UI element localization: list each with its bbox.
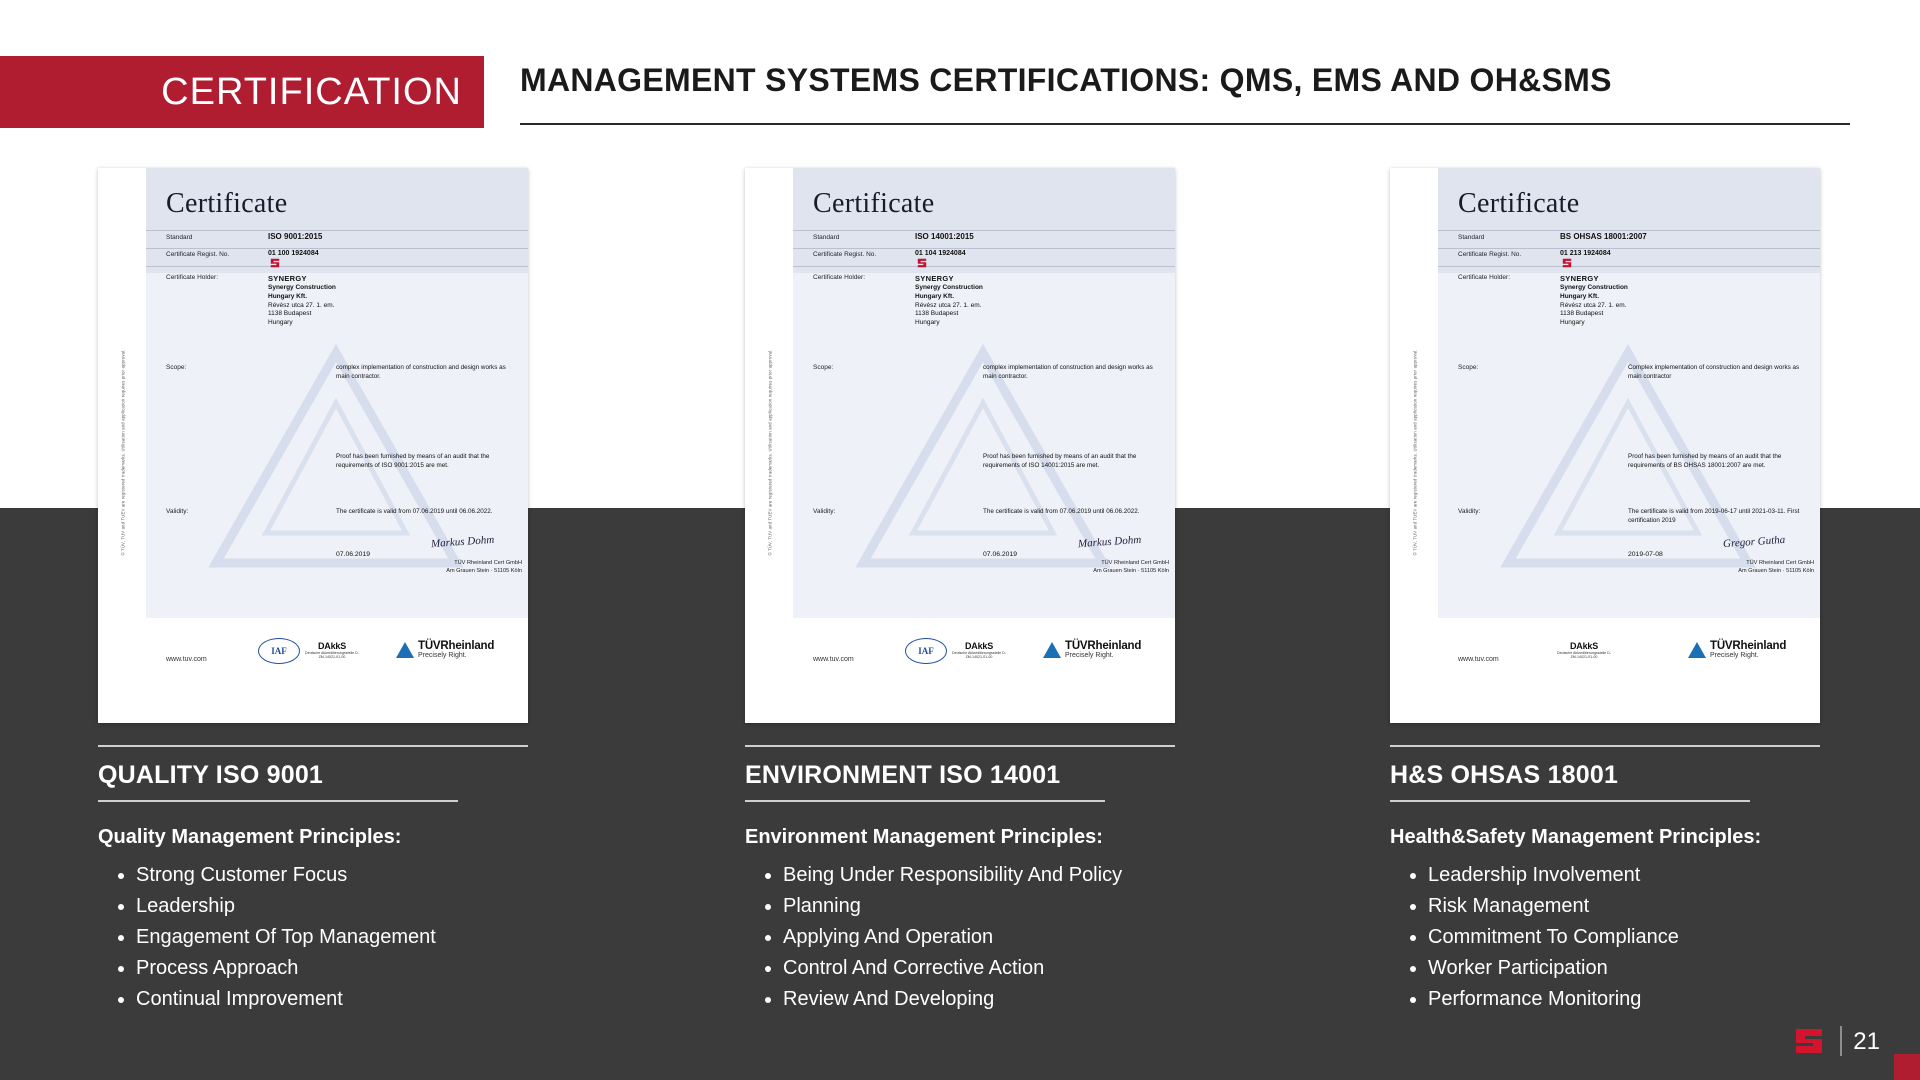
- holder-line: Hungary: [915, 319, 940, 327]
- issuer-line: TÜV Rheinland Cert GmbH: [1746, 560, 1814, 566]
- list-item: • Leadership Involvement: [1428, 861, 1820, 890]
- list-item: • Continual Improvement: [136, 985, 528, 1014]
- holder-line: Synergy Construction: [915, 284, 983, 292]
- holder-line: 1138 Budapest: [915, 310, 959, 318]
- validity-label: Validity:: [813, 508, 836, 515]
- holder-line: Hungary Kft.: [268, 292, 307, 300]
- dakks-sub: Deutsche Akkreditierungsstelle D-ZM-14021-01-00: [305, 651, 359, 660]
- list-item: • Commitment To Compliance: [1428, 923, 1820, 952]
- holder-label: Certificate Holder:: [166, 274, 219, 281]
- regist-label: Certificate Regist. No.: [813, 251, 877, 258]
- certification-column-environment: [745, 168, 1175, 1016]
- column-heading: ENVIRONMENT ISO 14001: [745, 761, 1061, 789]
- principles-title: Health&Safety Management Principles:: [1390, 826, 1762, 848]
- tuv-url: www.tuv.com: [166, 656, 207, 663]
- holder-label: Certificate Holder:: [1458, 274, 1511, 281]
- validity-label: Validity:: [1458, 508, 1481, 515]
- synergy-logo-icon: [1792, 1026, 1826, 1056]
- scope-label: Scope:: [1458, 364, 1479, 371]
- proof-text: Proof has been furnished by means of an audit that the requirements of ISO 14001:2015 are met.: [983, 453, 1137, 469]
- certificate-holder-block: [1560, 274, 1628, 328]
- holder-line: Hungary: [1560, 319, 1585, 327]
- certificate-side-strip: [1390, 168, 1438, 723]
- issue-date: 07.06.2019: [983, 551, 1018, 558]
- regist-label: Certificate Regist. No.: [1458, 251, 1522, 258]
- tuvrheinland-logo-icon: [1688, 640, 1786, 659]
- certificate-title: Certificate: [813, 188, 935, 219]
- iaf-seal-icon: IAF: [258, 638, 300, 664]
- scope-text: complex implementation of construction and design works as main contractor.: [336, 364, 506, 380]
- list-item: • Planning: [783, 892, 1175, 921]
- list-item: • Control And Corrective Action: [783, 954, 1175, 983]
- certificate-image-iso9001: [98, 168, 528, 723]
- header-divider: [520, 123, 1850, 125]
- certificate-side-strip: [745, 168, 793, 723]
- issue-date: 2019-07-08: [1628, 551, 1663, 558]
- standard-value: ISO 14001:2015: [915, 232, 974, 241]
- divider: [745, 745, 1175, 747]
- scope-text: complex implementation of construction and design works as main contractor.: [983, 364, 1153, 380]
- scope-text: Complex implementation of construction and design works as main contractor: [1628, 364, 1800, 380]
- issuer-line: Am Grauen Stein · 51105 Köln: [1093, 567, 1169, 574]
- list-item: • Strong Customer Focus: [136, 861, 528, 890]
- section-tag-label: CERTIFICATION: [161, 70, 462, 113]
- standard-value: ISO 9001:2015: [268, 232, 323, 241]
- certificate-side-text: © TÜV, TUV and TUEV are registered trademarks. Utilisation and application requires prior approval.: [1412, 349, 1418, 556]
- dakks-seal-icon: [1556, 638, 1612, 672]
- list-item: • Review And Developing: [783, 985, 1175, 1014]
- dakks-label: DAkkS: [964, 641, 993, 651]
- principles-title: Environment Management Principles:: [745, 826, 1103, 848]
- tuv-url: www.tuv.com: [813, 656, 854, 663]
- holder-brand: SYNERGY: [915, 274, 954, 283]
- issuer-address: [434, 560, 522, 575]
- proof-text: Proof has been furnished by means of an audit that the requirements of ISO 9001:2015 are met.: [336, 453, 490, 469]
- holder-line: Révész utca 27. 1. em.: [915, 301, 982, 309]
- certificate-title: Certificate: [166, 188, 288, 219]
- column-heading: H&S OHSAS 18001: [1390, 761, 1619, 789]
- certificate-footer-band: [1438, 618, 1820, 723]
- tuvrheinland-logo-icon: [396, 640, 494, 659]
- certificate-side-text: © TÜV, TUV and TUEV are registered trademarks. Utilisation and application requires prior approval.: [767, 349, 773, 556]
- principles-list: [745, 861, 1175, 1014]
- certification-column-quality: [98, 168, 528, 1016]
- regist-value: 01 104 1924084: [915, 250, 966, 257]
- list-item: • Worker Participation: [1428, 954, 1820, 983]
- dakks-label: DAkkS: [1569, 641, 1598, 651]
- section-tag: [0, 56, 484, 128]
- signature: Gregor Gutha: [1722, 533, 1786, 551]
- divider: [745, 800, 1105, 802]
- synergy-logo-icon: [268, 256, 282, 270]
- list-item: • Performance Monitoring: [1428, 985, 1820, 1014]
- standard-label: Standard: [166, 234, 193, 241]
- tuv-name: TÜVRheinland: [418, 640, 495, 652]
- certificate-body: [1438, 168, 1820, 723]
- validity-text: The certificate is valid from 2019-06-17 until 2021-03-11. First certification 2019: [1628, 508, 1800, 524]
- standard-label: Standard: [1458, 234, 1485, 241]
- certificate-title: Certificate: [1458, 188, 1580, 219]
- holder-line: Hungary: [268, 319, 293, 327]
- list-item: • Process Approach: [136, 954, 528, 983]
- issuer-address: [1081, 560, 1169, 575]
- issuer-line: TÜV Rheinland Cert GmbH: [1101, 560, 1169, 566]
- certificate-footer-band: [146, 618, 528, 723]
- standard-label: Standard: [813, 234, 840, 241]
- list-item: • Risk Management: [1428, 892, 1820, 921]
- dakks-sub: Deutsche Akkreditierungsstelle D-ZM-14021-01-00: [1557, 651, 1611, 660]
- dakks-sub: Deutsche Akkreditierungsstelle D-ZM-14021-01-00: [952, 651, 1006, 660]
- list-item: • Being Under Responsibility And Policy: [783, 861, 1175, 890]
- dakks-label: DAkkS: [317, 641, 346, 651]
- dakks-seal-icon: [951, 638, 1007, 672]
- issuer-address: [1726, 560, 1814, 575]
- validity-text: The certificate is valid from 07.06.2019 until 06.06.2022.: [983, 508, 1140, 515]
- holder-line: 1138 Budapest: [1560, 310, 1604, 318]
- holder-line: Synergy Construction: [1560, 284, 1628, 292]
- regist-label: Certificate Regist. No.: [166, 251, 230, 258]
- page-title: MANAGEMENT SYSTEMS CERTIFICATIONS: QMS, EMS AND OH&SMS: [520, 62, 1612, 98]
- certificate-image-iso14001: [745, 168, 1175, 723]
- divider: [98, 745, 528, 747]
- tuvrheinland-logo-icon: [1043, 640, 1141, 659]
- dakks-seal-icon: [304, 638, 360, 672]
- validity-text: The certificate is valid from 07.06.2019 until 06.06.2022.: [336, 508, 493, 515]
- issuer-line: Am Grauen Stein · 51105 Köln: [446, 567, 522, 574]
- divider: [98, 800, 458, 802]
- signature: Markus Dohm: [430, 533, 495, 551]
- regist-value: 01 213 1924084: [1560, 250, 1611, 257]
- tuv-tagline: Precisely Right.: [1065, 652, 1114, 659]
- tuv-name: TÜVRheinland: [1065, 640, 1142, 652]
- synergy-logo-icon: [915, 256, 929, 270]
- corner-accent: [1894, 1054, 1920, 1080]
- principles-list: [98, 861, 528, 1014]
- certificate-holder-block: [915, 274, 983, 328]
- issuer-line: Am Grauen Stein · 51105 Köln: [1738, 567, 1814, 574]
- holder-line: Révész utca 27. 1. em.: [1560, 301, 1627, 309]
- tuv-tagline: Precisely Right.: [1710, 652, 1759, 659]
- proof-text: Proof has been furnished by means of an audit that the requirements of BS OHSAS 18001:2007 are met.: [1628, 453, 1782, 469]
- holder-line: 1138 Budapest: [268, 310, 312, 318]
- holder-label: Certificate Holder:: [813, 274, 866, 281]
- holder-line: Hungary Kft.: [915, 292, 954, 300]
- certificate-body: [793, 168, 1175, 723]
- page-number: 21: [1853, 1028, 1880, 1055]
- holder-line: Synergy Construction: [268, 284, 336, 292]
- principles-list: [1390, 861, 1820, 1014]
- list-item: • Applying And Operation: [783, 923, 1175, 952]
- tuv-tagline: Precisely Right.: [418, 652, 467, 659]
- issue-date: 07.06.2019: [336, 551, 371, 558]
- validity-label: Validity:: [166, 508, 189, 515]
- certification-column-hs: [1390, 168, 1820, 1016]
- issuer-line: TÜV Rheinland Cert GmbH: [454, 560, 522, 566]
- synergy-logo-icon: [1560, 256, 1574, 270]
- principles-title: Quality Management Principles:: [98, 826, 402, 848]
- certificate-footer-band: [793, 618, 1175, 723]
- divider: [1390, 800, 1750, 802]
- scope-label: Scope:: [813, 364, 834, 371]
- signature: Markus Dohm: [1077, 533, 1142, 551]
- footer-divider: [1840, 1026, 1842, 1056]
- holder-brand: SYNERGY: [268, 274, 307, 283]
- list-item: • Leadership: [136, 892, 528, 921]
- certificate-side-text: © TÜV, TUV and TUEV are registered trademarks. Utilisation and application requires prior approval.: [120, 349, 126, 556]
- certificate-side-strip: [98, 168, 146, 723]
- tuv-url: www.tuv.com: [1458, 656, 1499, 663]
- certificate-image-ohsas18001: [1390, 168, 1820, 723]
- holder-brand: SYNERGY: [1560, 274, 1599, 283]
- holder-line: Révész utca 27. 1. em.: [268, 301, 335, 309]
- standard-value: BS OHSAS 18001:2007: [1560, 232, 1647, 241]
- scope-label: Scope:: [166, 364, 187, 371]
- holder-line: Hungary Kft.: [1560, 292, 1599, 300]
- column-heading: QUALITY ISO 9001: [98, 761, 324, 789]
- iaf-seal-icon: IAF: [905, 638, 947, 664]
- certificate-body: [146, 168, 528, 723]
- divider: [1390, 745, 1820, 747]
- tuv-name: TÜVRheinland: [1710, 640, 1787, 652]
- list-item: • Engagement Of Top Management: [136, 923, 528, 952]
- regist-value: 01 100 1924084: [268, 250, 319, 257]
- certificate-holder-block: [268, 274, 336, 328]
